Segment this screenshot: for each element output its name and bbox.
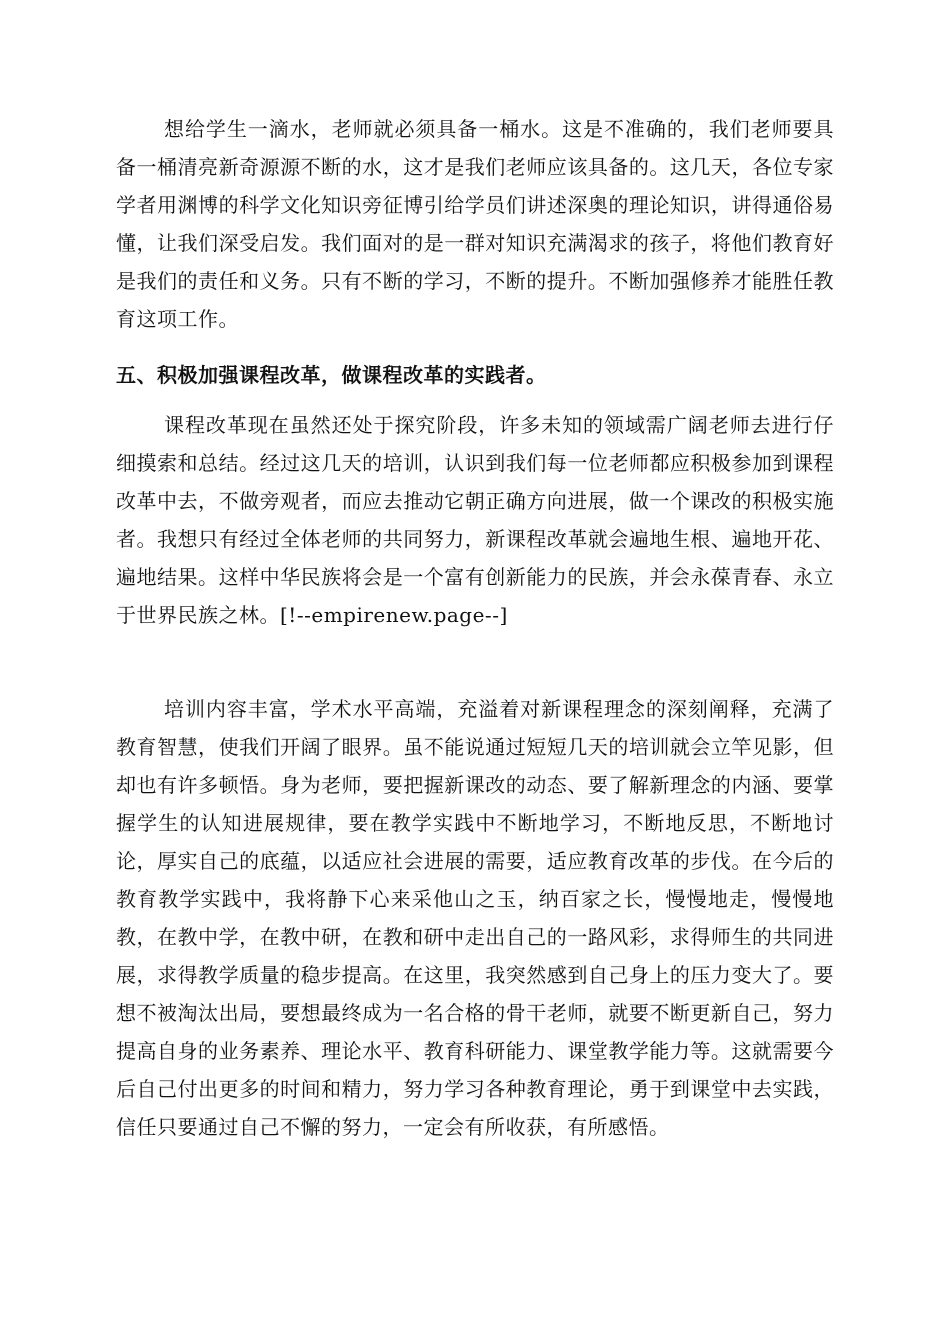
paragraph-training-reflection: 培训内容丰富，学术水平高端，充溢着对新课程理念的深刻阐释，充满了教育智慧，使我们开阔了眼界。虽不能说通过短短几天的培训就会立竿见影，但却也有许多顿悟。身为老师，要把握新课改的动态、要了解新理念的内涵、要掌握学生的认知进展规律，要在教学实践中不断地学习，不断地反思，不断地讨论，厚实自己的底蕴，以适应社会进展的需要，适应教育改革的步伐。在今后的教育教学实践中，我将静下心来采他山之玉，纳百家之长，慢慢地走，慢慢地教，在教中学，在教中研，在教和研中走出自己的一路风彩，求得师生的共同进展，求得教学质量的稳步提高。在这里，我突然感到自己身上的压力变大了。要想不被淘汰出局，要想最终成为一名合格的骨干老师，就要不断更新自己，努力提高自身的业务素养、理论水平、教育科研能力、课堂教学能力等。这就需要今后自己付出更多的时间和精力，努力学习各种教育理论，勇于到课堂中去实践，信任只要通过自己不懈的努力，一定会有所收获，有所感悟。 — [116, 697, 834, 1139]
paragraph-teacher-knowledge: 想给学生一滴水，老师就必须具备一桶水。这是不准确的，我们老师要具备一桶清亮新奇源源不断的水，这才是我们老师应该具备的。这几天，各位专家学者用渊博的科学文化知识旁征博引给学员们讲述深奥的理论知识，讲得通俗易懂，让我们深受启发。我们面对的是一群对知识充满渴求的孩子，将他们教育好是我们的责任和义务。只有不断的学习，不断的提升。不断加强修养才能胜任教育这项工作。 — [116, 117, 834, 331]
paragraph-curriculum-reform: 课程改革现在虽然还处于探究阶段，许多未知的领域需广阔老师去进行仔细摸索和总结。经过这几天的培训，认识到我们每一位老师都应积极参加到课程改革中去，不做旁观者，而应去推动它朝正确方向进展，做一个课改的积极实施者。我想只有经过全体老师的共同努力，新课程改革就会遍地生根、遍地开花、遍地结果。这样中华民族将会是一个富有创新能力的民族，并会永葆青春、永立于世界民族之林。[!--empirenew.page--] — [116, 413, 834, 627]
section-heading-curriculum-reform: 五、积极加强课程改革，做课程改革的实践者。 — [116, 363, 547, 387]
